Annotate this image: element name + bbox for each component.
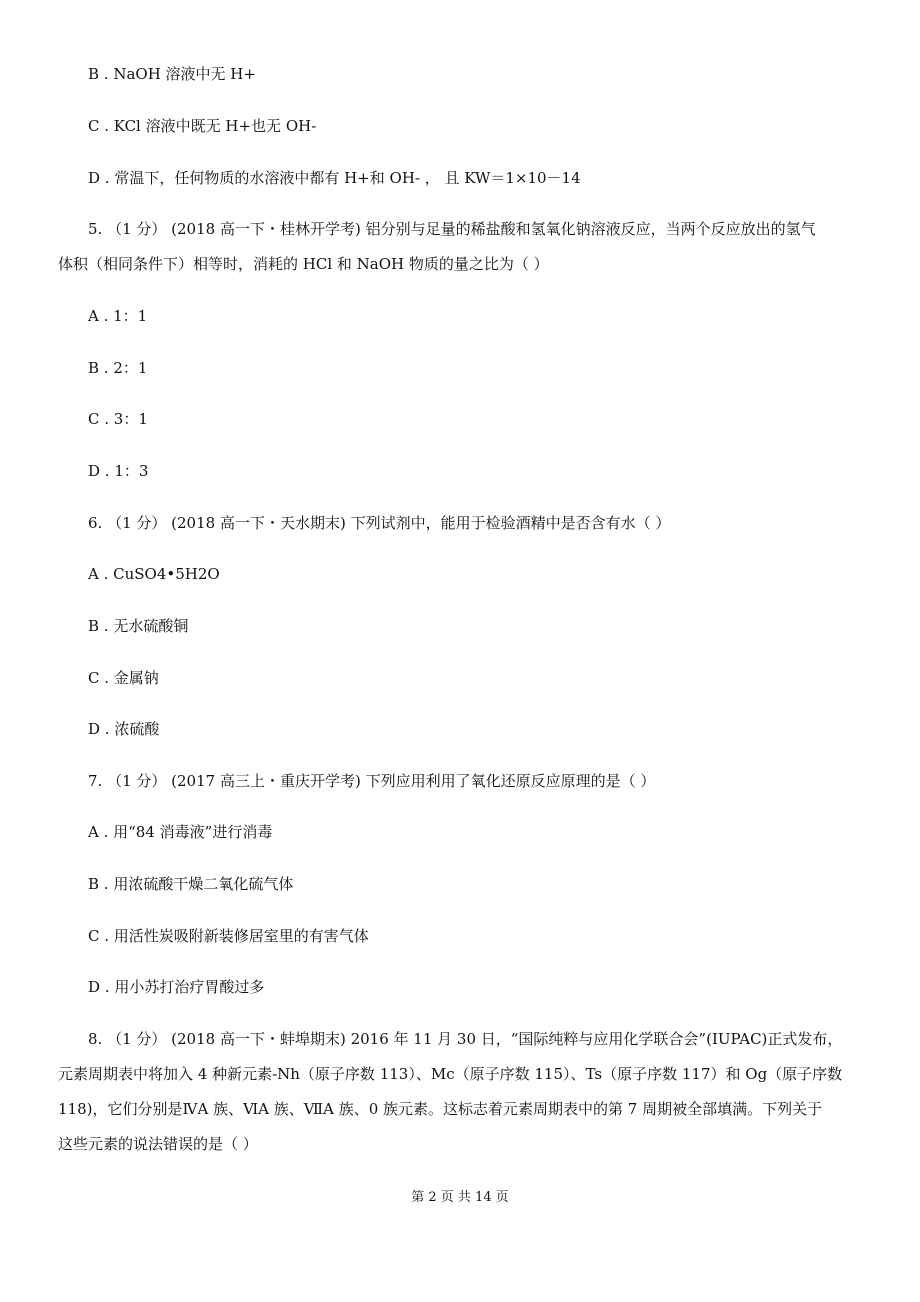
- q5-stem-line1: 5. （1 分） (2018 高一下・桂林开学考) 铝分别与足量的稀盐酸和氢氧化钠溶液反应，当两个反应放出的氢气: [88, 220, 816, 238]
- q6-option-c: C . 金属钠: [88, 669, 159, 687]
- q5-stem-line2: 体积（相同条件下）相等时，消耗的 HCl 和 NaOH 物质的量之比为（ ）: [58, 255, 549, 273]
- q8-stem-line3: 118)，它们分别是ⅣA 族、ⅥA 族、ⅦA 族、0 族元素。这标志着元素周期表中的第 7 周期被全部填满。下列关于: [58, 1100, 823, 1118]
- q5-option-d: D . 1：3: [88, 462, 149, 480]
- q6-stem: 6. （1 分） (2018 高一下・天水期末) 下列试剂中，能用于检验酒精中是否含有水（ ）: [88, 514, 671, 532]
- q8-stem-line4: 这些元素的说法错误的是（ ）: [58, 1135, 258, 1153]
- q6-option-b: B . 无水硫酸铜: [88, 617, 189, 635]
- q4-option-c: C . KCl 溶液中既无 H+也无 OH-: [88, 117, 317, 135]
- page-footer: 第 2 页 共 14 页: [411, 1190, 509, 1205]
- q6-option-a: A . CuSO4•5H2O: [88, 565, 220, 583]
- q8-stem-line2: 元素周期表中将加入 4 种新元素-Nh（原子序数 113）、Mc（原子序数 115）、Ts（原子序数 117）和 Og（原子序数: [58, 1065, 843, 1083]
- q7-option-c: C . 用活性炭吸附新装修居室里的有害气体: [88, 927, 369, 945]
- q4-option-d: D . 常温下，任何物质的水溶液中都有 H+和 OH- ， 且 KW＝1×10－14: [88, 169, 581, 187]
- q7-option-a: A . 用“84 消毒液”进行消毒: [88, 823, 273, 841]
- q8-stem-line1: 8. （1 分） (2018 高一下・蚌埠期末) 2016 年 11 月 30 日，“国际纯粹与应用化学联合会”(IUPAC)正式发布，: [88, 1030, 843, 1048]
- q4-option-b: B . NaOH 溶液中无 H+: [88, 65, 256, 83]
- q6-option-d: D . 浓硫酸: [88, 720, 160, 738]
- q5-option-b: B . 2：1: [88, 359, 148, 377]
- q5-option-a: A . 1：1: [88, 307, 148, 325]
- q7-stem: 7. （1 分） (2017 高三上・重庆开学考) 下列应用利用了氧化还原反应原理的是（ ）: [88, 772, 656, 790]
- q7-option-b: B . 用浓硫酸干燥二氧化硫气体: [88, 875, 294, 893]
- q5-option-c: C . 3：1: [88, 410, 148, 428]
- q7-option-d: D . 用小苏打治疗胃酸过多: [88, 978, 265, 996]
